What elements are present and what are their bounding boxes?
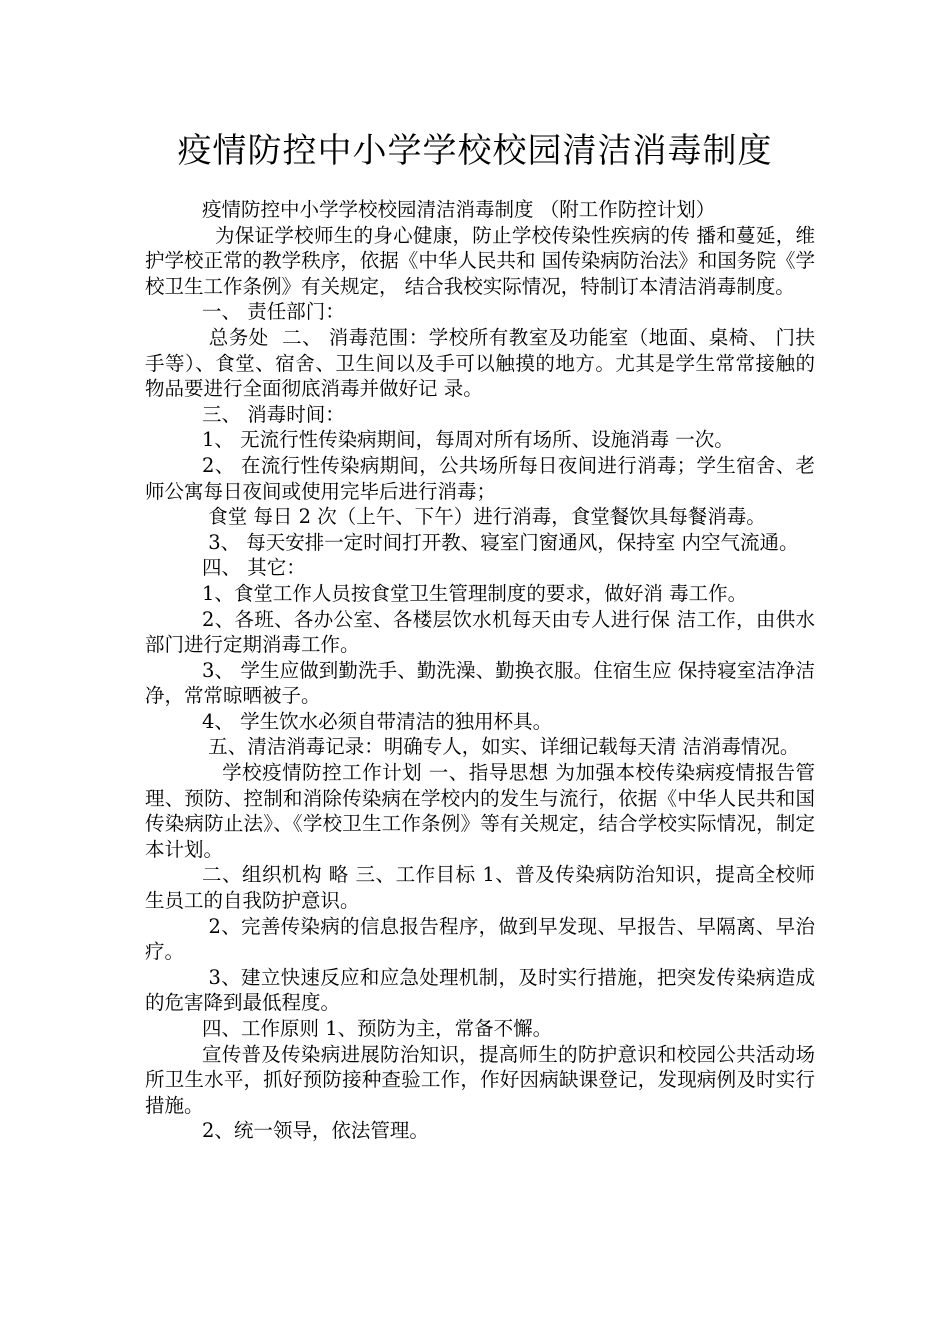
- document-paragraph: 为保证学校师生的身心健康，防止学校传染性疾病的传 播和蔓延，维护学校正常的教学秩序，依据《中华人民共和 国传染病防治法》和国务院《学校卫生工作条例》有关规定， 结合我校实际情况，特制订本清洁消毒制度。: [145, 223, 815, 298]
- document-paragraph: 宣传普及传染病进展防治知识，提高师生的防护意识和校园公共活动场所卫生水平，抓好预防接种查验工作，作好因病缺课登记，发现病例及时实行措施。: [145, 1042, 815, 1117]
- document-paragraph: 学校疫情防控工作计划 一、指导思想 为加强本校传染病疫情报告管理、预防、控制和消除传染病在学校内的发生与流行，依据《中华人民共和国传染病防止法》、《学校卫生工作条例》等有关规定，结合学校实际情况，制定本计划。: [145, 761, 815, 861]
- document-paragraph: 2、完善传染病的信息报告程序，做到早发现、早报告、早隔离、早治疗。: [145, 914, 815, 964]
- document-paragraph: 3、 每天安排一定时间打开教、寝室门窗通风，保持室 内空气流通。: [202, 530, 799, 554]
- document-body: [145, 197, 815, 1144]
- document-paragraph: 总务处 二、 消毒范围：学校所有教室及功能室（地面、桌椅、 门扶手等）、食堂、宿舍、卫生间以及手可以触摸的地方。尤其是学生常常接触的物品要进行全面彻底消毒并做好记 录。: [145, 325, 815, 401]
- document-paragraph: 二、组织机构 略 三、工作目标 1、普及传染病防治知识，提高全校师生员工的自我防护意识。: [145, 863, 815, 913]
- document-paragraph: 4、 学生饮水必须自带清洁的独用杯具。: [202, 709, 553, 733]
- document-paragraph: 2、统一领导，依法管理。: [202, 1119, 429, 1143]
- document-paragraph: 五、清洁消毒记录：明确专人，如实、详细记载每天清 洁消毒情况。: [202, 735, 800, 759]
- document-paragraph: 四、工作原则 1、预防为主，常备不懈。: [202, 1017, 553, 1040]
- document-paragraph: 食堂 每日 2 次（上午、下午）进行消毒，食堂餐饮具每餐消毒。: [202, 505, 766, 529]
- document-paragraph: 一、 责任部门：: [202, 300, 345, 324]
- document-title: 疫情防控中小学学校校园清洁消毒制度: [177, 131, 773, 171]
- document-paragraph: 2、 在流行性传染病期间，公共场所每日夜间进行消毒；学生宿舍、老师公寓每日夜间或使用完毕后进行消毒；: [145, 453, 815, 503]
- document-paragraph: 三、 消毒时间：: [202, 402, 345, 426]
- document-paragraph: 1、 无流行性传染病期间，每周对所有场所、设施消毒 一次。: [202, 428, 734, 452]
- document-paragraph: 1、食堂工作人员按食堂卫生管理制度的要求，做好消 毒工作。: [202, 581, 748, 605]
- document-paragraph: 2、各班、各办公室、各楼层饮水机每天由专人进行保 洁工作，由供水部门进行定期消毒工作。: [145, 607, 815, 657]
- document-paragraph: 四、 其它：: [202, 556, 306, 580]
- document-paragraph: 疫情防控中小学学校校园清洁消毒制度 （附工作防控计划）: [202, 198, 716, 221]
- document-paragraph: 3、 学生应做到勤洗手、勤洗澡、勤换衣服。住宿生应 保持寝室洁净洁净，常常晾晒被子。: [145, 658, 815, 708]
- document-paragraph: 3、建立快速反应和应急处理机制，及时实行措施，把突发传染病造成的危害降到最低程度。: [145, 965, 815, 1015]
